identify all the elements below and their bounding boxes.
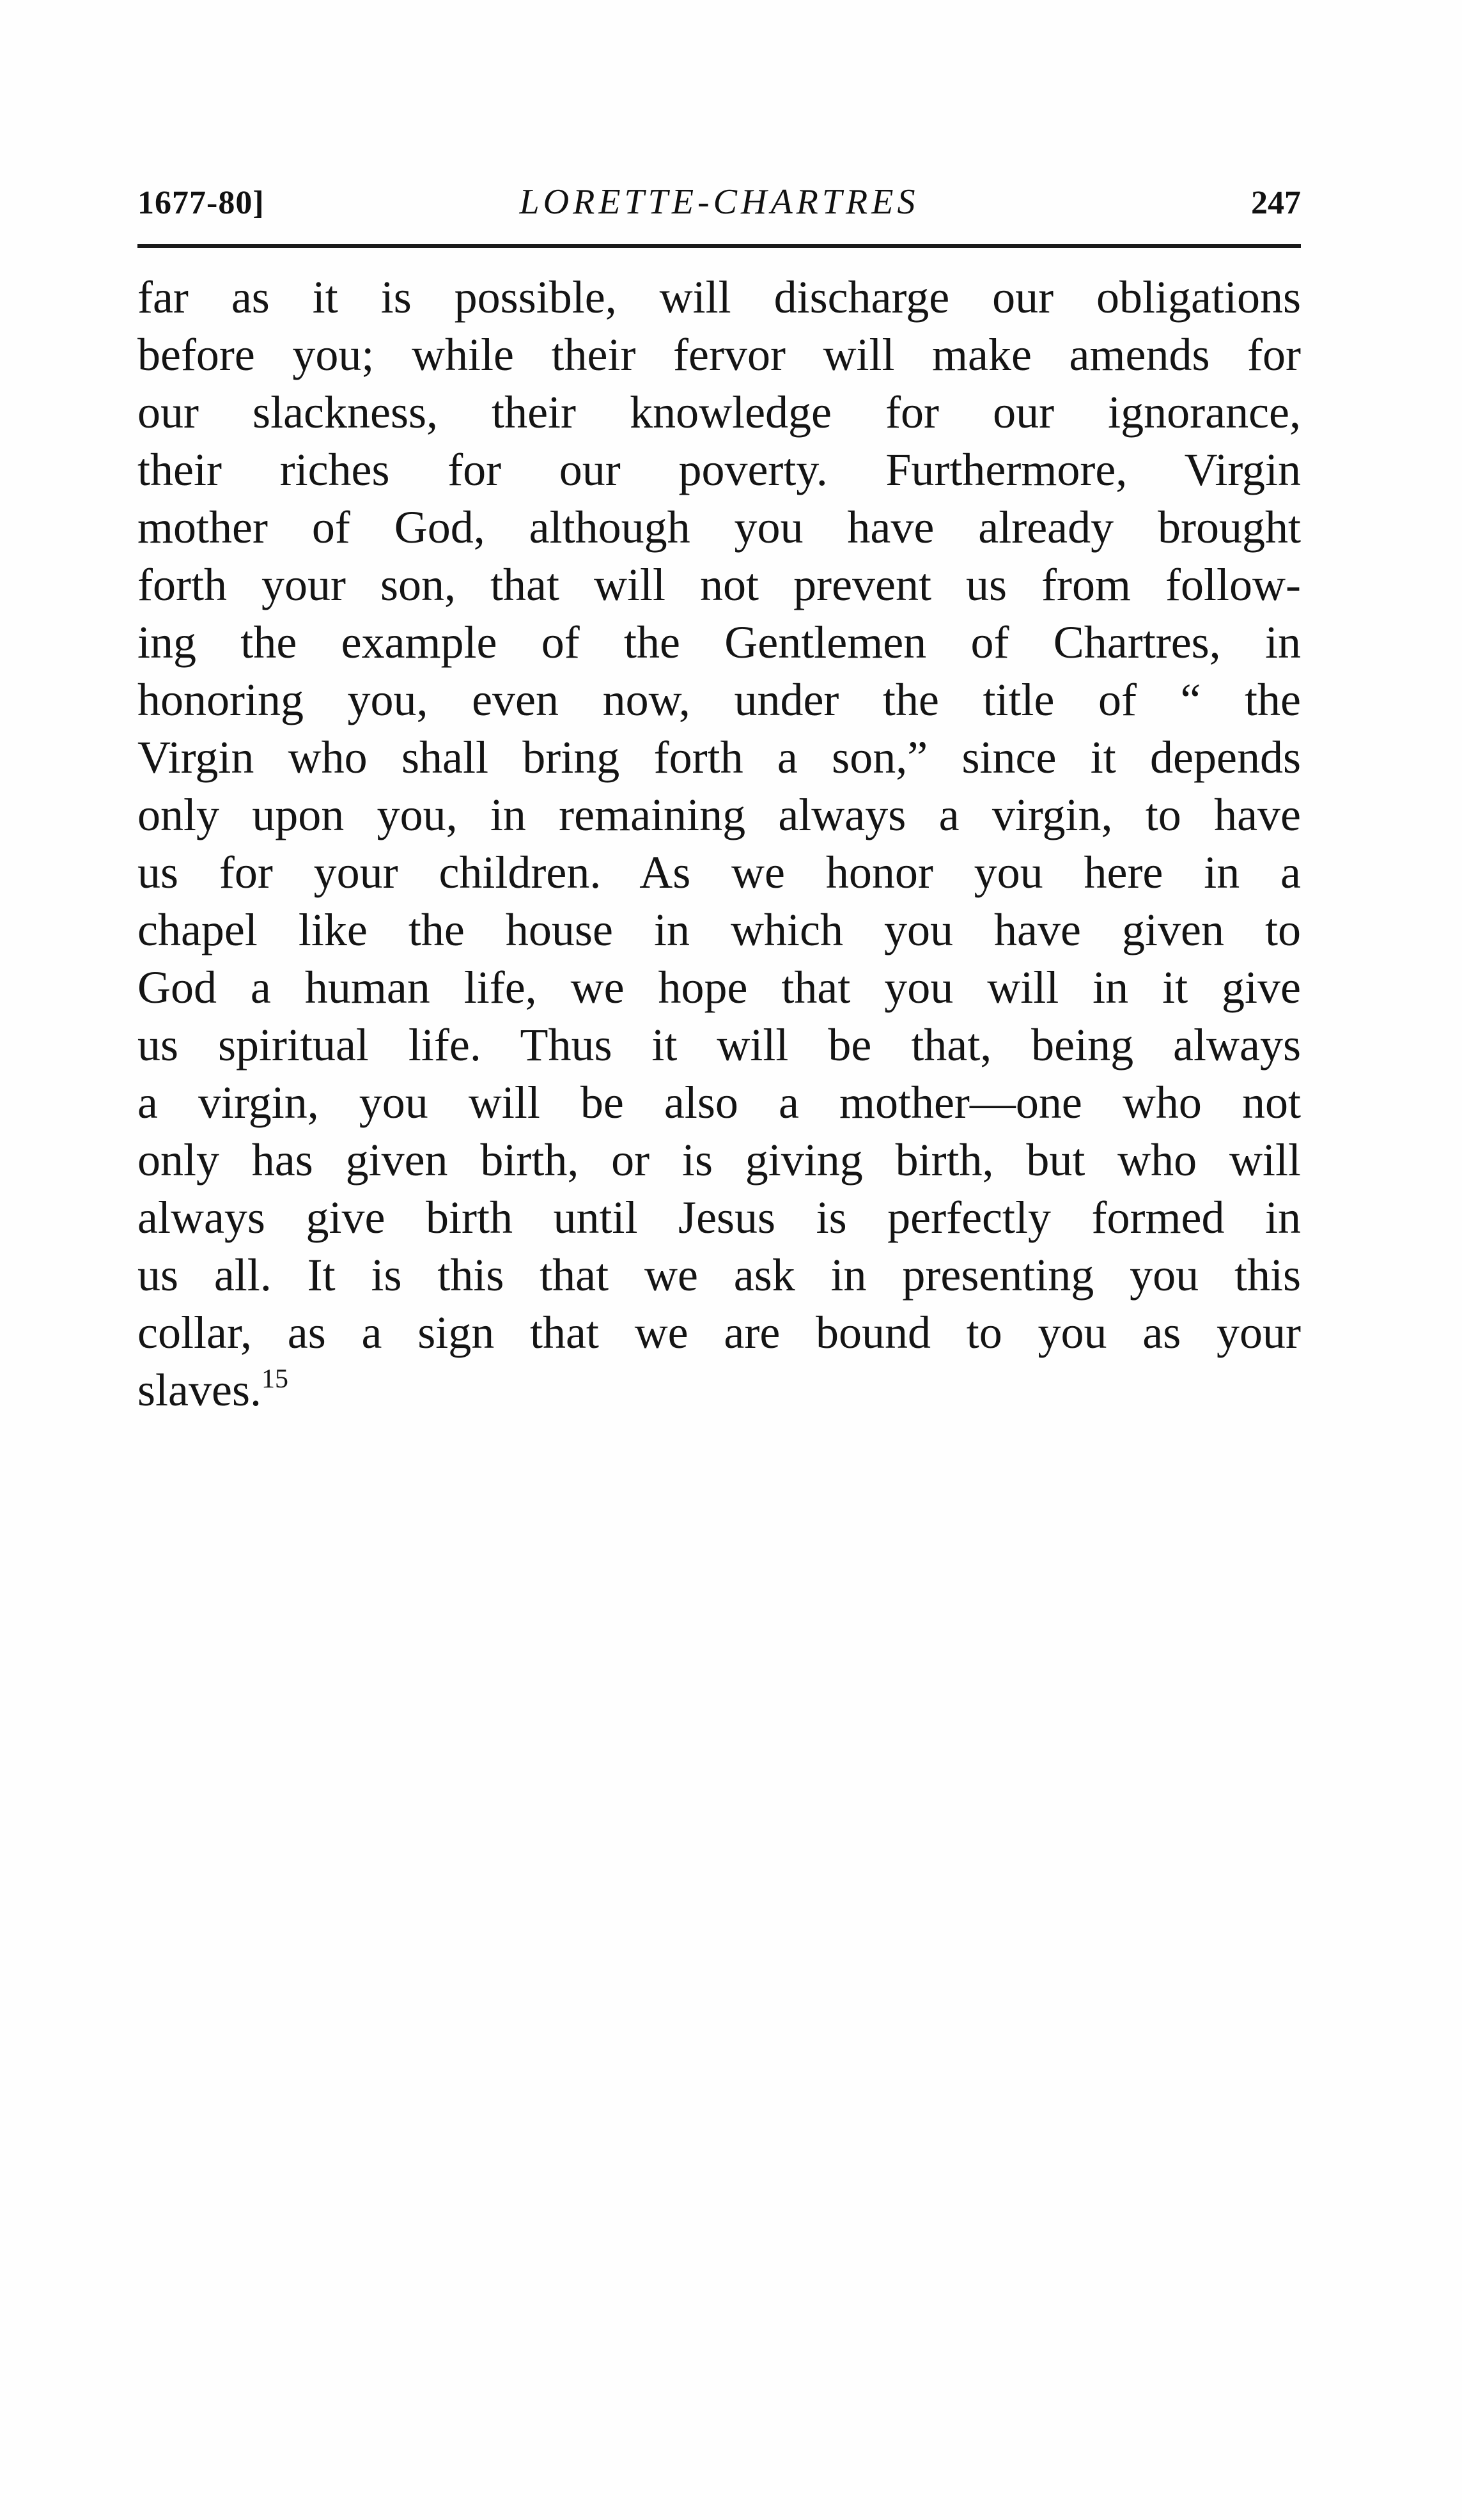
text-line: our slackness, their knowledge for our ignorance, <box>137 387 1301 438</box>
footnote-reference[interactable]: 15 <box>261 1364 288 1394</box>
text-line: a virgin, you will be also a mother—one who not <box>137 1077 1301 1128</box>
text-line: before you; while their fervor will make amends for <box>137 329 1301 380</box>
body-text <box>137 268 1301 1419</box>
text-line: their riches for our poverty. Furthermore, Virgin <box>137 444 1301 495</box>
chapter-years: 1677-80] <box>137 185 265 221</box>
text-line: only upon you, in remaining always a virgin, to have <box>137 789 1301 840</box>
text-line-final <box>137 1361 1301 1419</box>
text-line: Virgin who shall bring forth a son,” since it depends <box>137 732 1301 783</box>
text-line: only has given birth, or is giving birth, but who will <box>137 1134 1301 1186</box>
text-line: far as it is possible, will discharge our obligations <box>137 272 1301 323</box>
running-title: LORETTE-CHARTRES <box>519 182 919 222</box>
header-rule <box>137 244 1301 248</box>
text-line: God a human life, we hope that you will in it give <box>137 962 1301 1013</box>
text-line: forth your son, that will not prevent us from follow- <box>137 559 1301 610</box>
text-line: always give birth until Jesus is perfectly formed in <box>137 1192 1301 1243</box>
final-line-text: slaves. <box>137 1364 261 1416</box>
text-line: mother of God, although you have already brought <box>137 502 1301 553</box>
text-line: us spiritual life. Thus it will be that, being always <box>137 1019 1301 1071</box>
page-number: 247 <box>1251 185 1301 221</box>
running-head <box>137 171 1301 229</box>
text-line: chapel like the house in which you have given to <box>137 904 1301 955</box>
text-line: honoring you, even now, under the title of “ the <box>137 674 1301 725</box>
text-line: us all. It is this that we ask in presenting you this <box>137 1249 1301 1301</box>
text-line: ing the example of the Gentlemen of Chartres, in <box>137 617 1301 668</box>
text-line: us for your children. As we honor you here in a <box>137 847 1301 898</box>
text-line: collar, as a sign that we are bound to you as your <box>137 1307 1301 1358</box>
